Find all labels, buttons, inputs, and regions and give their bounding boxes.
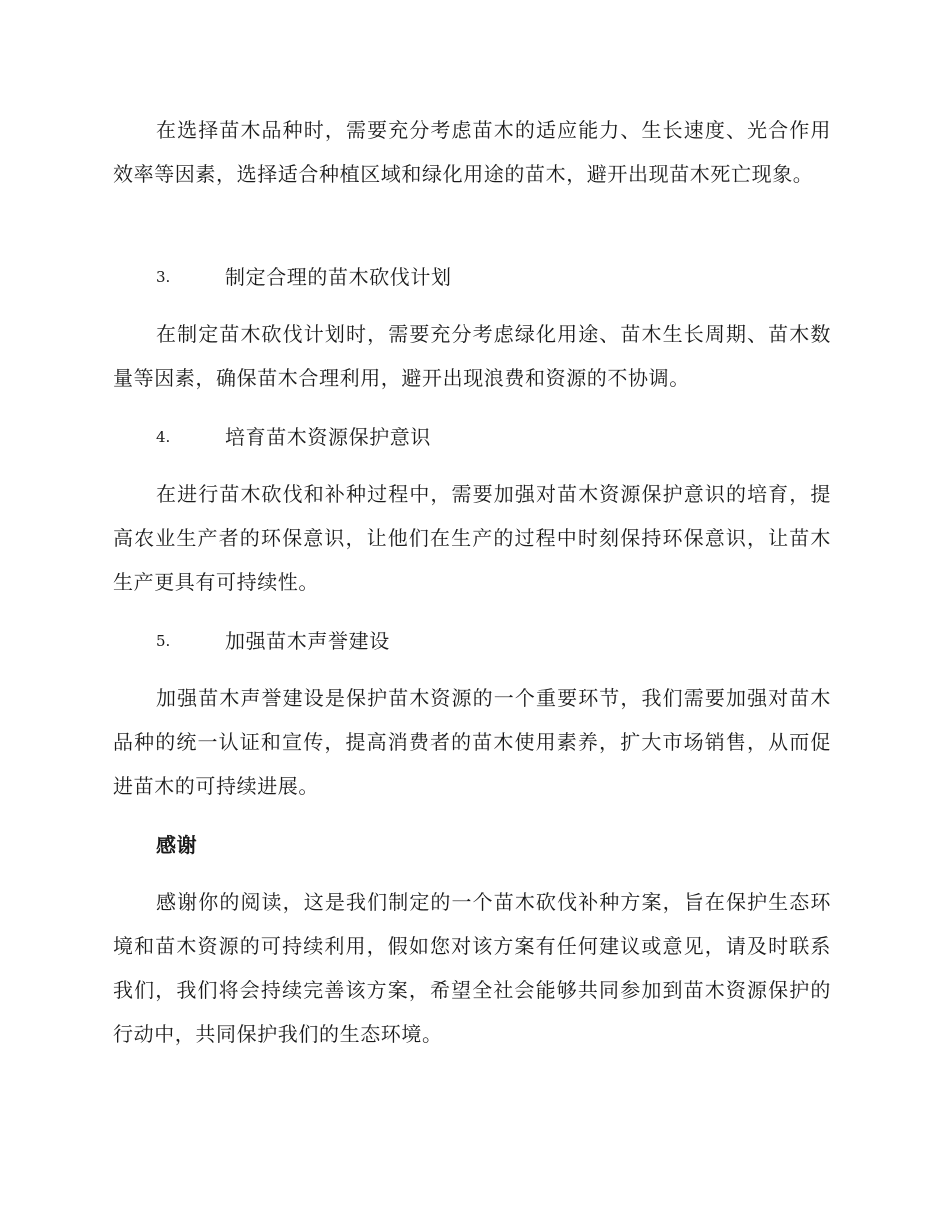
section-heading-4 xyxy=(113,422,831,452)
paragraph-reputation-building: 加强苗木声誉建设是保护苗木资源的一个重要环节，我们需要加强对苗木品种的统一认证和宣传，提高消费者的苗木使用素养，扩大市场销售，从而促进苗木的可持续进展。 xyxy=(113,686,831,798)
section-heading-3 xyxy=(113,262,831,292)
section-number: 3. xyxy=(156,268,171,286)
section-title: 加强苗木声誉建设 xyxy=(225,629,390,653)
paragraph-thanks: 感谢你的阅读，这是我们制定的一个苗木砍伐补种方案，旨在保护生态环境和苗木资源的可持续利用，假如您对该方案有任何建议或意见，请及时联系我们，我们将会持续完善该方案，希望全社会能够共同参加到苗木资源保护的行动中，共同保护我们的生态环境。 xyxy=(113,890,831,1046)
section-title: 培育苗木资源保护意识 xyxy=(225,425,431,449)
section-number: 5. xyxy=(156,632,171,650)
thanks-heading: 感谢 xyxy=(156,833,198,857)
paragraph-seedling-selection: 在选择苗木品种时，需要充分考虑苗木的适应能力、生长速度、光合作用效率等因素，选择适合种植区域和绿化用途的苗木，避开出现苗木死亡现象。 xyxy=(113,118,831,186)
section-heading-5 xyxy=(113,626,831,656)
section-title: 制定合理的苗木砍伐计划 xyxy=(225,265,452,289)
paragraph-protection-awareness: 在进行苗木砍伐和补种过程中，需要加强对苗木资源保护意识的培育，提高农业生产者的环保意识，让他们在生产的过程中时刻保持环保意识，让苗木生产更具有可持续性。 xyxy=(113,482,831,594)
section-number: 4. xyxy=(156,428,171,446)
paragraph-cutting-plan: 在制定苗木砍伐计划时，需要充分考虑绿化用途、苗木生长周期、苗木数量等因素，确保苗木合理利用，避开出现浪费和资源的不协调。 xyxy=(113,322,831,390)
